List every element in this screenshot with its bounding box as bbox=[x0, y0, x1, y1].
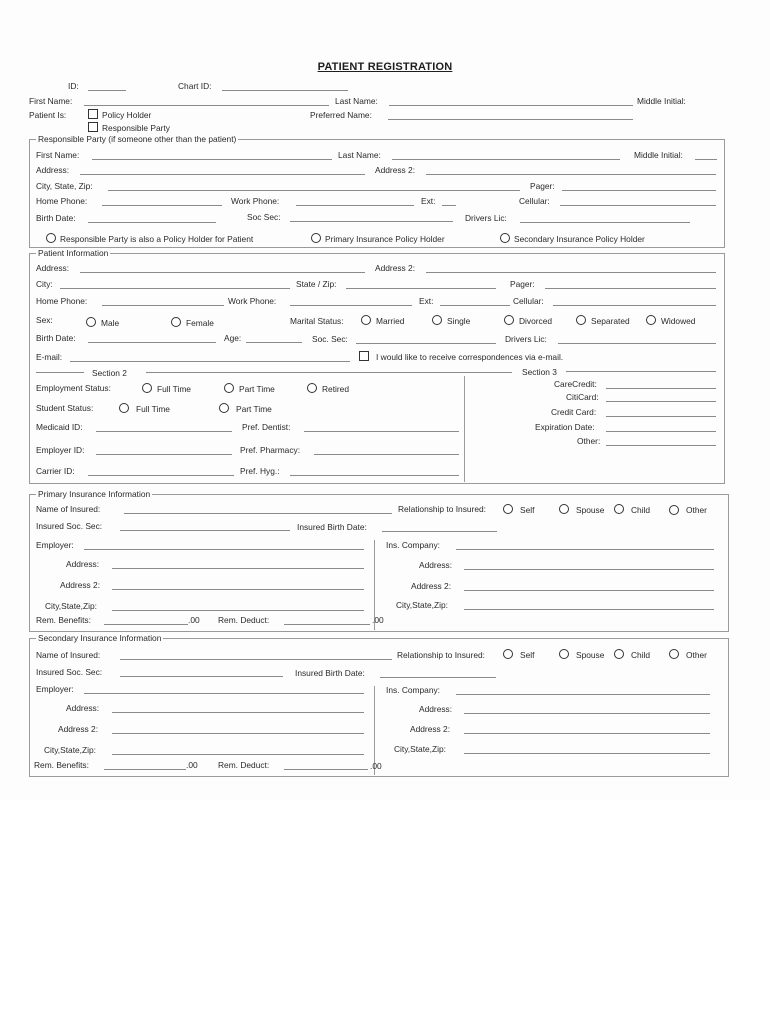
pri-spouse-radio[interactable] bbox=[559, 504, 569, 514]
rp-soc-sec-label: Soc Sec: bbox=[247, 212, 281, 222]
sec-relationship-label: Relationship to Insured: bbox=[397, 650, 485, 660]
patient-information-legend: Patient Information bbox=[38, 248, 109, 258]
pt-cellular-field[interactable] bbox=[553, 305, 716, 306]
sec-rem-benefits-field[interactable] bbox=[104, 769, 186, 770]
chart-id-field[interactable] bbox=[222, 90, 348, 91]
first-name-label: First Name: bbox=[29, 96, 73, 106]
pri-ins-company-field[interactable] bbox=[456, 549, 714, 550]
rp-cellular-field[interactable] bbox=[560, 205, 716, 206]
pt-drivers-lic-field[interactable] bbox=[558, 343, 716, 344]
rp-drivers-lic-field[interactable] bbox=[520, 222, 690, 223]
pt-age-label: Age: bbox=[224, 333, 242, 343]
pt-city-field[interactable] bbox=[60, 288, 290, 289]
first-name-field[interactable] bbox=[84, 105, 329, 106]
responsible-party-checkbox[interactable] bbox=[88, 122, 98, 132]
rp-secondary-holder-label: Secondary Insurance Policy Holder bbox=[514, 234, 645, 244]
pref-hyg-field[interactable] bbox=[290, 475, 459, 476]
pref-dentist-label: Pref. Dentist: bbox=[242, 422, 291, 432]
pt-ext-field[interactable] bbox=[440, 305, 510, 306]
pri-address2-label: Address 2: bbox=[60, 580, 101, 590]
pt-city-label: City: bbox=[36, 279, 53, 289]
rp-last-name-label: Last Name: bbox=[338, 150, 381, 160]
pt-pager-field[interactable] bbox=[545, 288, 716, 289]
pref-hyg-label: Pref. Hyg.: bbox=[240, 466, 280, 476]
sec-insured-birth-date-field[interactable] bbox=[380, 677, 496, 678]
pri-other-radio[interactable] bbox=[669, 505, 679, 515]
pt-ext-label: Ext: bbox=[419, 296, 434, 306]
separated-radio[interactable] bbox=[576, 315, 586, 325]
pt-cellular-label: Cellular: bbox=[513, 296, 544, 306]
sec-rem-benefits-label: Rem. Benefits: bbox=[34, 760, 89, 770]
rp-first-name-label: First Name: bbox=[36, 150, 80, 160]
sec-ins-address2-label: Address 2: bbox=[410, 724, 451, 734]
pri-spouse-label: Spouse bbox=[576, 505, 605, 515]
sec-address-label: Address: bbox=[66, 703, 100, 713]
rp-primary-holder-radio[interactable] bbox=[311, 233, 321, 243]
rp-work-phone-field[interactable] bbox=[296, 205, 414, 206]
last-name-field[interactable] bbox=[389, 105, 633, 106]
other-field[interactable] bbox=[606, 445, 716, 446]
rp-middle-initial-field[interactable] bbox=[695, 159, 717, 160]
emp-full-time-label: Full Time bbox=[157, 384, 191, 394]
sec-ins-company-label: Ins. Company: bbox=[386, 685, 440, 695]
widowed-radio[interactable] bbox=[646, 315, 656, 325]
sec-self-radio[interactable] bbox=[503, 649, 513, 659]
pri-ins-city-state-zip-field[interactable] bbox=[464, 609, 714, 610]
patient-is-label: Patient Is: bbox=[29, 110, 67, 120]
rp-pager-field[interactable] bbox=[562, 190, 716, 191]
pref-pharmacy-label: Pref. Pharmacy: bbox=[240, 445, 301, 455]
rp-ext-field[interactable] bbox=[442, 205, 456, 206]
pt-home-phone-label: Home Phone: bbox=[36, 296, 88, 306]
responsible-party-legend: Responsible Party (if someone other than the patient) bbox=[38, 134, 237, 144]
rp-soc-sec-field[interactable] bbox=[290, 221, 453, 222]
pt-pager-label: Pager: bbox=[510, 279, 535, 289]
pri-employer-field[interactable] bbox=[84, 549, 364, 550]
emp-retired-label: Retired bbox=[322, 384, 349, 394]
pt-email-label: E-mail: bbox=[36, 352, 63, 362]
pri-child-label: Child bbox=[631, 505, 651, 515]
married-label: Married bbox=[376, 316, 405, 326]
pri-ins-address-field[interactable] bbox=[464, 569, 714, 570]
sec-ins-company-field[interactable] bbox=[456, 694, 710, 695]
pt-birth-date-field[interactable] bbox=[88, 342, 216, 343]
sec-ins-city-state-zip-label: City,State,Zip: bbox=[394, 744, 446, 754]
sec-self-label: Self bbox=[520, 650, 535, 660]
pri-rem-deduct-value: .00 bbox=[372, 615, 384, 625]
stu-part-time-label: Part Time bbox=[236, 404, 272, 414]
pri-city-state-zip-label: City,State,Zip: bbox=[45, 601, 97, 611]
rp-home-phone-field[interactable] bbox=[102, 205, 222, 206]
other-label: Other: bbox=[577, 436, 601, 446]
policy-holder-label: Policy Holder bbox=[102, 110, 152, 120]
divorced-label: Divorced bbox=[519, 316, 553, 326]
pri-ins-city-state-zip-label: City,State,Zip: bbox=[396, 600, 448, 610]
pt-soc-sec-label: Soc. Sec: bbox=[312, 334, 348, 344]
middle-initial-label: Middle Initial: bbox=[637, 96, 686, 106]
rp-address2-label: Address 2: bbox=[375, 165, 416, 175]
pri-employer-label: Employer: bbox=[36, 540, 74, 550]
pt-email-field[interactable] bbox=[70, 361, 350, 362]
married-radio[interactable] bbox=[361, 315, 371, 325]
widowed-label: Widowed bbox=[661, 316, 696, 326]
sec-rem-benefits-value: .00 bbox=[186, 760, 198, 770]
rp-pager-label: Pager: bbox=[530, 181, 555, 191]
pri-insured-birth-date-label: Insured Birth Date: bbox=[297, 522, 367, 532]
pri-ins-address-label: Address: bbox=[419, 560, 453, 570]
pt-address-field[interactable] bbox=[80, 272, 365, 273]
sec-other-radio[interactable] bbox=[669, 649, 679, 659]
pri-rem-benefits-label: Rem. Benefits: bbox=[36, 615, 91, 625]
pt-state-zip-field[interactable] bbox=[346, 288, 496, 289]
rp-address-field[interactable] bbox=[80, 174, 365, 175]
medicaid-id-field[interactable] bbox=[96, 431, 232, 432]
pri-address2-field[interactable] bbox=[112, 589, 364, 590]
responsible-party-label: Responsible Party bbox=[102, 123, 170, 133]
pri-insured-soc-sec-field[interactable] bbox=[120, 530, 290, 531]
pri-ins-company-label: Ins. Company: bbox=[386, 540, 440, 550]
sec-insured-birth-date-label: Insured Birth Date: bbox=[295, 668, 365, 678]
student-status-label: Student Status: bbox=[36, 403, 94, 413]
rp-cellular-label: Cellular: bbox=[519, 196, 550, 206]
pri-city-state-zip-field[interactable] bbox=[112, 610, 364, 611]
carecredit-label: CareCredit: bbox=[554, 379, 597, 389]
form-title: PATIENT REGISTRATION bbox=[317, 61, 453, 73]
emp-full-time-radio[interactable] bbox=[142, 383, 152, 393]
rp-middle-initial-label: Middle Initial: bbox=[634, 150, 683, 160]
sec-rem-deduct-label: Rem. Deduct: bbox=[218, 760, 270, 770]
rp-drivers-lic-label: Drivers Lic: bbox=[465, 213, 507, 223]
pri-self-label: Self bbox=[520, 505, 535, 515]
sec-city-state-zip-label: City,State,Zip: bbox=[44, 745, 96, 755]
sec-ins-address-field[interactable] bbox=[464, 713, 710, 714]
rp-birth-date-label: Birth Date: bbox=[36, 213, 76, 223]
sec-other-label: Other bbox=[686, 650, 707, 660]
expiration-date-label: Expiration Date: bbox=[535, 422, 595, 432]
pri-other-label: Other bbox=[686, 505, 707, 515]
preferred-name-label: Preferred Name: bbox=[310, 110, 372, 120]
rp-birth-date-field[interactable] bbox=[88, 222, 216, 223]
sec-child-radio[interactable] bbox=[614, 649, 624, 659]
female-label: Female bbox=[186, 318, 214, 328]
pri-insured-soc-sec-label: Insured Soc. Sec: bbox=[36, 521, 103, 531]
section-divider bbox=[464, 376, 465, 482]
sec-ins-city-state-zip-field[interactable] bbox=[464, 753, 710, 754]
pri-rem-deduct-field[interactable] bbox=[284, 624, 370, 625]
pt-drivers-lic-label: Drivers Lic: bbox=[505, 334, 547, 344]
pri-name-of-insured-field[interactable] bbox=[124, 513, 392, 514]
carrier-id-field[interactable] bbox=[88, 475, 234, 476]
carecredit-field[interactable] bbox=[606, 388, 716, 389]
emp-retired-radio[interactable] bbox=[307, 383, 317, 393]
email-correspondence-checkbox[interactable] bbox=[359, 351, 369, 361]
section2-label: Section 2 bbox=[92, 368, 127, 378]
credit-card-label: Credit Card: bbox=[551, 407, 597, 417]
pt-soc-sec-field[interactable] bbox=[356, 343, 496, 344]
citicard-field[interactable] bbox=[606, 401, 716, 402]
section3-label: Section 3 bbox=[522, 367, 557, 377]
sec-ins-address2-field[interactable] bbox=[464, 733, 710, 734]
pri-ins-address2-label: Address 2: bbox=[411, 581, 452, 591]
rp-ext-label: Ext: bbox=[421, 196, 436, 206]
stu-full-time-radio[interactable] bbox=[119, 403, 129, 413]
rp-secondary-holder-radio[interactable] bbox=[500, 233, 510, 243]
sec-address2-field[interactable] bbox=[112, 733, 364, 734]
policy-holder-checkbox[interactable] bbox=[88, 109, 98, 119]
email-correspondence-label: I would like to receive correspondences via e-mail. bbox=[376, 352, 564, 362]
pt-address-label: Address: bbox=[36, 263, 70, 273]
pref-dentist-field[interactable] bbox=[304, 431, 459, 432]
sec-rem-deduct-value: .00 bbox=[370, 761, 382, 771]
medicaid-id-label: Medicaid ID: bbox=[36, 422, 83, 432]
pri-name-of-insured-label: Name of Insured: bbox=[36, 504, 101, 514]
carrier-id-label: Carrier ID: bbox=[36, 466, 75, 476]
pt-address2-label: Address 2: bbox=[375, 263, 416, 273]
sec-address-field[interactable] bbox=[112, 712, 364, 713]
rp-also-policy-holder-label: Responsible Party is also a Policy Holder for Patient bbox=[60, 234, 254, 244]
pri-address-field[interactable] bbox=[112, 568, 364, 569]
pt-home-phone-field[interactable] bbox=[102, 305, 224, 306]
pt-sex-label: Sex: bbox=[36, 315, 53, 325]
rp-city-state-zip-field[interactable] bbox=[108, 190, 520, 191]
pri-rem-benefits-value: .00 bbox=[188, 615, 200, 625]
sec-employer-field[interactable] bbox=[84, 693, 364, 694]
sec-child-label: Child bbox=[631, 650, 651, 660]
rp-primary-holder-label: Primary Insurance Policy Holder bbox=[325, 234, 445, 244]
stu-part-time-radio[interactable] bbox=[219, 403, 229, 413]
stu-full-time-label: Full Time bbox=[136, 404, 170, 414]
employment-status-label: Employment Status: bbox=[36, 383, 111, 393]
rp-work-phone-label: Work Phone: bbox=[231, 196, 280, 206]
citicard-label: CitiCard: bbox=[566, 392, 599, 402]
rp-home-phone-label: Home Phone: bbox=[36, 196, 88, 206]
rp-address2-field[interactable] bbox=[426, 174, 716, 175]
pt-state-zip-label: State / Zip: bbox=[296, 279, 337, 289]
sec-address2-label: Address 2: bbox=[58, 724, 99, 734]
pri-address-label: Address: bbox=[66, 559, 100, 569]
single-radio[interactable] bbox=[432, 315, 442, 325]
section2-rule-left bbox=[36, 372, 84, 373]
emp-part-time-radio[interactable] bbox=[224, 383, 234, 393]
pri-self-radio[interactable] bbox=[503, 504, 513, 514]
rp-first-name-field[interactable] bbox=[92, 159, 332, 160]
pt-address2-field[interactable] bbox=[426, 272, 716, 273]
separated-label: Separated bbox=[591, 316, 630, 326]
last-name-label: Last Name: bbox=[335, 96, 378, 106]
pri-relationship-label: Relationship to Insured: bbox=[398, 504, 486, 514]
section3-rule bbox=[566, 371, 716, 372]
pri-child-radio[interactable] bbox=[614, 504, 624, 514]
sec-insured-soc-sec-label: Insured Soc. Sec: bbox=[36, 667, 103, 677]
id-label: ID: bbox=[68, 81, 79, 91]
credit-card-field[interactable] bbox=[606, 416, 716, 417]
divorced-radio[interactable] bbox=[504, 315, 514, 325]
rp-address-label: Address: bbox=[36, 165, 70, 175]
pt-birth-date-label: Birth Date: bbox=[36, 333, 76, 343]
male-radio[interactable] bbox=[86, 317, 96, 327]
pt-work-phone-label: Work Phone: bbox=[228, 296, 277, 306]
female-radio[interactable] bbox=[171, 317, 181, 327]
section2-rule-right bbox=[146, 372, 512, 373]
sec-employer-label: Employer: bbox=[36, 684, 74, 694]
primary-insurance-section bbox=[29, 494, 729, 632]
sec-city-state-zip-field[interactable] bbox=[112, 754, 364, 755]
primary-insurance-legend: Primary Insurance Information bbox=[38, 489, 151, 499]
sec-name-of-insured-field[interactable] bbox=[120, 659, 392, 660]
employer-id-field[interactable] bbox=[96, 454, 232, 455]
rp-city-state-zip-label: City, State, Zip: bbox=[36, 181, 93, 191]
single-label: Single bbox=[447, 316, 471, 326]
employer-id-label: Employer ID: bbox=[36, 445, 85, 455]
pt-age-field[interactable] bbox=[246, 342, 302, 343]
sec-spouse-radio[interactable] bbox=[559, 649, 569, 659]
emp-part-time-label: Part Time bbox=[239, 384, 275, 394]
id-field[interactable] bbox=[88, 90, 126, 91]
male-label: Male bbox=[101, 318, 120, 328]
pref-pharmacy-field[interactable] bbox=[314, 454, 459, 455]
secondary-insurance-legend: Secondary Insurance Information bbox=[38, 633, 162, 643]
sec-spouse-label: Spouse bbox=[576, 650, 605, 660]
chart-id-label: Chart ID: bbox=[178, 81, 212, 91]
marital-status-label: Marital Status: bbox=[290, 316, 344, 326]
pri-ins-address2-field[interactable] bbox=[464, 590, 714, 591]
sec-insured-soc-sec-field[interactable] bbox=[120, 676, 283, 677]
pri-rem-deduct-label: Rem. Deduct: bbox=[218, 615, 270, 625]
sec-name-of-insured-label: Name of Insured: bbox=[36, 650, 101, 660]
pri-insured-birth-date-field[interactable] bbox=[382, 531, 497, 532]
pt-work-phone-field[interactable] bbox=[290, 305, 412, 306]
expiration-date-field[interactable] bbox=[606, 431, 716, 432]
preferred-name-field[interactable] bbox=[388, 119, 633, 120]
blank-margin bbox=[0, 800, 770, 1024]
sec-rem-deduct-field[interactable] bbox=[284, 769, 368, 770]
rp-last-name-field[interactable] bbox=[392, 159, 620, 160]
rp-also-policy-holder-radio[interactable] bbox=[46, 233, 56, 243]
pri-rem-benefits-field[interactable] bbox=[104, 624, 188, 625]
sec-ins-address-label: Address: bbox=[419, 704, 453, 714]
